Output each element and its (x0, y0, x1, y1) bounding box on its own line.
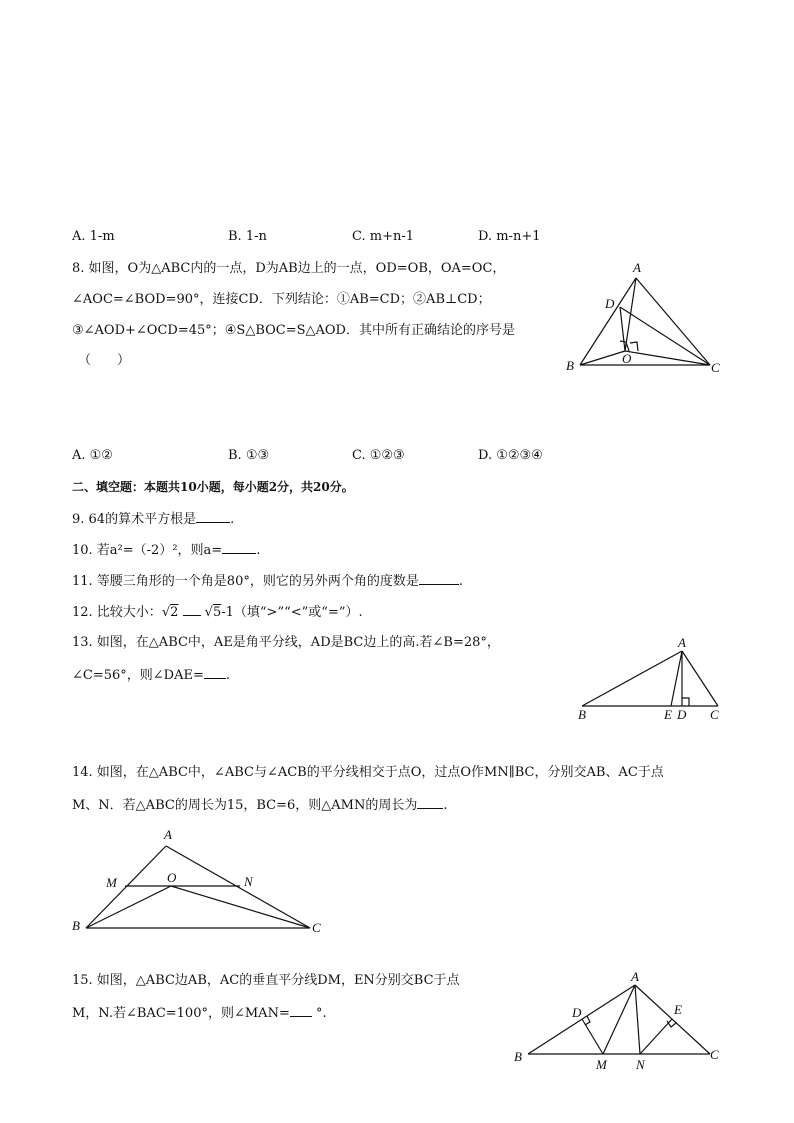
q13-label-c: C (710, 707, 719, 722)
q14-label-n: N (244, 874, 253, 889)
q7-option-c: C. m+n-1 (352, 229, 415, 244)
q13-line1: 13. 如图，在△ABC中，AE是角平分线，AD是BC边上的高.若∠B=28°， (72, 635, 500, 650)
q13-label-b: B (578, 707, 586, 722)
q15-label-c: C (710, 1047, 719, 1062)
q8-seg-bo (580, 351, 625, 365)
q14-label-b: B (72, 918, 80, 933)
q13-label-e: E (664, 707, 672, 722)
q15-line1: 15. 如图，△ABC边AB，AC的垂直平分线DM，EN分别交BC于点 (72, 973, 460, 988)
q8-label-o: O (622, 351, 632, 366)
q14-label-m: M (106, 875, 117, 890)
q8-line3: ③∠AOD+∠OCD=45°；④S△BOC=S△AOD．其中所有正确结论的序号是 (72, 323, 515, 338)
q13-right-angle (682, 698, 689, 706)
q8-line1: 8. 如图，O为△ABC内的一点，D为AB边上的一点，OD=OB，OA=OC， (72, 261, 506, 276)
q12-text (72, 603, 363, 621)
q8-seg-ao (625, 278, 636, 351)
q8-label-b: B (566, 358, 574, 373)
q15-answer-blank (290, 1004, 312, 1017)
q8-seg-dc (620, 307, 710, 365)
q14-seg-bo (86, 886, 171, 928)
sqrt-symbol: √ (161, 605, 171, 620)
q8-right-angle-2 (630, 342, 638, 351)
q15-label-n: N (636, 1057, 645, 1072)
q12-answer-blank (183, 603, 201, 616)
q14-answer-blank (417, 796, 443, 809)
q7-option-a: A. 1-m (72, 229, 115, 244)
q15-label-e: E (674, 1002, 682, 1017)
q10-stem: 10. 若a²=（-2）²，则a= (72, 543, 223, 558)
q9-stem: 9. 64的算术平方根是 (72, 512, 197, 527)
q8-line4: （ ） (78, 353, 131, 368)
q15-seg-an (635, 985, 640, 1054)
q11-stem: 11. 等腰三角形的一个角是80°，则它的另外两个角的度数是 (72, 574, 419, 589)
q15-seg-en (640, 1019, 672, 1054)
q15-label-b: B (514, 1049, 522, 1064)
q15-label-d: D (572, 1005, 582, 1020)
q10-answer-blank (222, 541, 256, 554)
q13-line2-wrap: ∠C=56°，则∠DAE= . (72, 668, 231, 683)
q12-sqrt-b: 5 (212, 605, 222, 620)
q14-line1: 14. 如图，在△ABC中，∠ABC与∠ACB的平分线相交于点O，过点O作MN∥BC，分别交AB、AC于点 (72, 765, 664, 780)
q13-line2: ∠C=56°，则∠DAE= (72, 668, 204, 683)
q8-option-b: B. ①③ (228, 448, 270, 463)
q8-option-a: A. ①② (72, 448, 113, 463)
q13-label-d: D (677, 707, 687, 722)
q7-option-d: D. m-n+1 (478, 229, 541, 244)
q14-label-c: C (312, 920, 321, 935)
q14-figure (68, 826, 338, 941)
q15-unit: °. (315, 1006, 327, 1021)
q8-label-a: A (633, 260, 641, 275)
q8-option-d: D. ①②③④ (478, 448, 543, 463)
q13-label-a: A (678, 635, 686, 650)
q13-seg-ae (671, 651, 682, 706)
q12-prefix: 12. 比较大小： (72, 605, 162, 620)
q14-line2: M、N．若△ABC的周长为15，BC=6，则△AMN的周长为 (72, 798, 418, 813)
q9-answer-blank (196, 510, 230, 523)
q8-seg-ac (636, 278, 710, 365)
q10-text: 10. 若a²=（-2）²，则a= . (72, 543, 261, 558)
q7-option-b: B. 1-n (228, 229, 267, 244)
q8-figure (560, 258, 730, 388)
section-heading: 二、填空题：本题共10小题，每小题2分，共20分。 (72, 480, 354, 494)
q14-line2-wrap: M、N．若△ABC的周长为15，BC=6，则△AMN的周长为 . (72, 798, 448, 813)
q15-line2-wrap (72, 1004, 327, 1022)
q15-label-m: M (596, 1057, 607, 1072)
q11-answer-blank (419, 572, 459, 585)
sqrt-symbol: √ (204, 605, 213, 620)
q14-seg-ab (86, 846, 166, 928)
q13-answer-blank (204, 666, 226, 679)
q8-seg-oc (625, 351, 710, 365)
q14-label-o: O (167, 870, 177, 885)
q8-label-c: C (711, 360, 720, 375)
q15-line2: M，N.若∠BAC=100°，则∠MAN= (72, 1006, 290, 1021)
q15-seg-ac (635, 985, 710, 1054)
q8-line2: ∠AOC=∠BOD=90°，连接CD．下列结论：①AB=CD；②AB⊥CD； (72, 292, 491, 307)
q14-seg-ac (166, 846, 310, 928)
q14-label-a: A (164, 827, 172, 842)
q15-label-a: A (631, 969, 639, 984)
q9-text: 9. 64的算术平方根是 . (72, 512, 235, 527)
q15-figure (510, 970, 730, 1080)
q14-seg-oc (171, 886, 310, 928)
q12-sqrt-a: 2 (170, 605, 179, 620)
q13-seg-ab (582, 651, 682, 706)
q8-option-c: C. ①②③ (352, 448, 405, 463)
q8-seg-do (620, 307, 625, 351)
q11-text: 11. 等腰三角形的一个角是80°，则它的另外两个角的度数是 . (72, 574, 463, 589)
q8-label-d: D (605, 296, 615, 311)
q13-figure (574, 634, 734, 724)
q12-suffix: -1（填“>”“<”或“=”）. (221, 605, 363, 620)
